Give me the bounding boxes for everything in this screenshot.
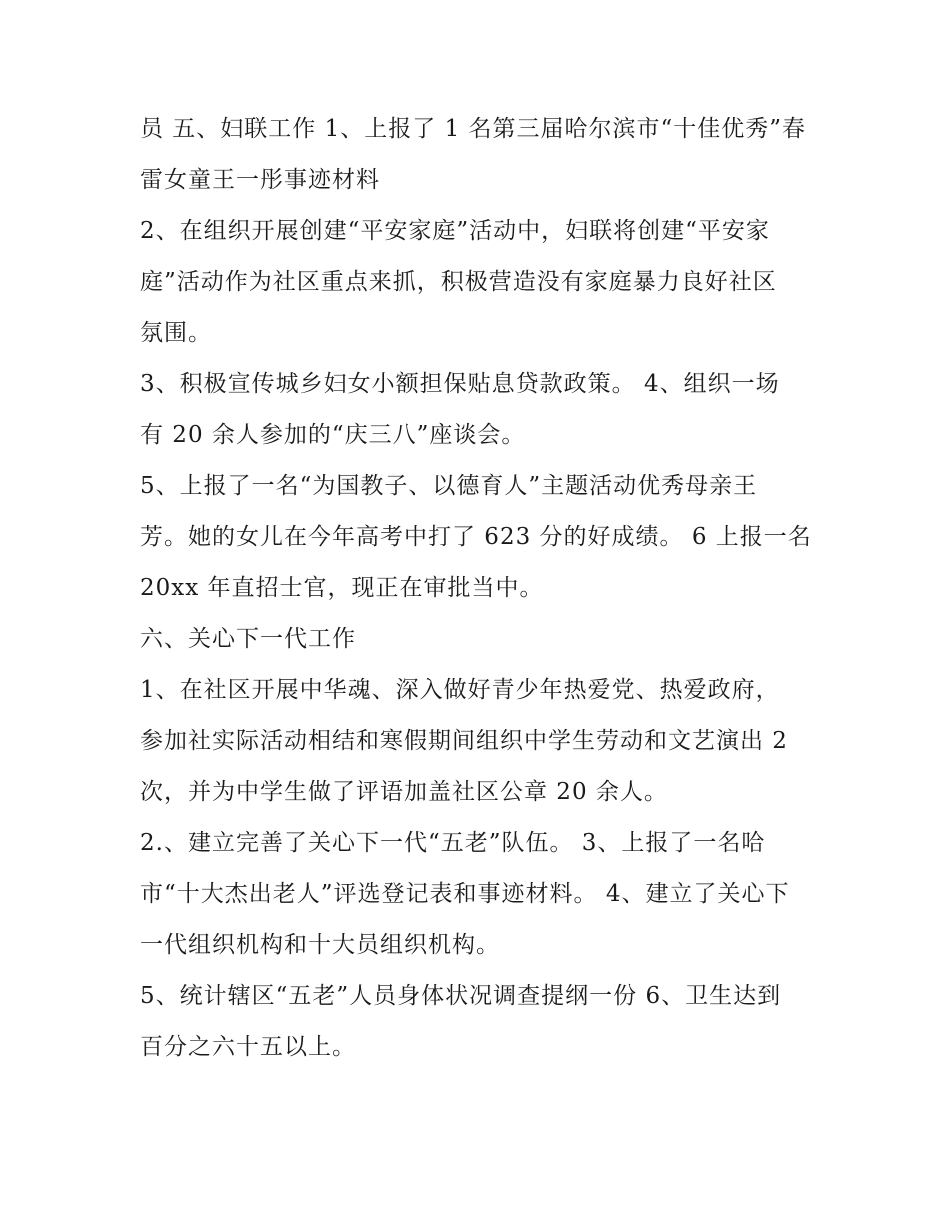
paragraph-health-survey: 5、统计辖区“五老”人员身体状况调查提纲一份 6、卫生达到 百分之六十五以上。: [140, 983, 782, 1060]
paragraph-excellent-mother: 5、上报了一名“为国教子、以德育人”主题活动优秀母亲王 芳。她的女儿在今年高考中打了 623 分的好成绩。 6 上报一名 20xx 年直招士官，现正在审批当中。: [140, 473, 812, 601]
paragraph-five-elders-team: 2.、建立完善了关心下一代“五老”队伍。 3、上报了一名哈 市“十大杰出老人”评选登记表和事迹材料。 4、建立了关心下 一代组织机构和十大员组织机构。: [140, 830, 790, 958]
paragraph-loan-policy: 3、积极宣传城乡妇女小额担保贴息贷款政策。 4、组织一场 有 20 余人参加的“庆三八”座谈会。: [140, 371, 780, 448]
section-heading-next-generation: 六、关心下一代工作: [140, 626, 356, 652]
paragraph-community-activities: 1、在社区开展中华魂、深入做好青少年热爱党、热爱政府， 参加社实际活动相结和寒假期间组织中学生劳动和文艺演出 2 次，并为中学生做了评语加盖社区公章 20 余人。: [140, 677, 788, 805]
paragraph-women-federation-intro: 员 五、妇联工作 1、上报了 1 名第三届哈尔滨市“十佳优秀”春 雷女童王一彤事迹材料: [140, 116, 807, 193]
paragraph-safe-family: 2、在组织开展创建“平安家庭”活动中，妇联将创建“平安家 庭”活动作为社区重点来抓，积极营造没有家庭暴力良好社区 氛围。: [140, 218, 777, 346]
document-body: [140, 104, 812, 1073]
